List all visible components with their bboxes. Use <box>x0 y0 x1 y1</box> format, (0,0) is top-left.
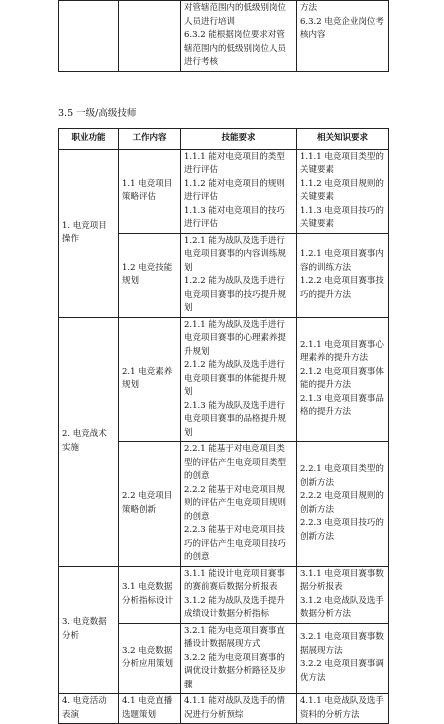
column-header: 相关知识要求 <box>297 129 389 150</box>
content-cell: 4.1 电竞直播选题策划 <box>119 694 181 724</box>
table-row <box>59 566 389 623</box>
skill-line: 1.2.1 能为战队及选手进行电竞项目赛事的内容训练规划 <box>184 235 287 273</box>
knowledge-line: 6.3.2 电竞企业岗位考核内容 <box>300 16 384 40</box>
knowledge-line: 3.1.1 电竞项目赛事数据分析报表 <box>300 568 384 592</box>
knowledge-line: 3.1.2 电竞战队及选手数据分析方法 <box>300 595 384 619</box>
knowledge-cell <box>297 233 389 317</box>
knowledge-line: 4.1.1 电竞战队及选手资料的分析方法 <box>300 696 384 720</box>
skill-line: 1.1.1 能对电竞项目的类型进行评估 <box>184 151 285 175</box>
knowledge-line: 2.1.3 电竞项目赛事品格的提升方法 <box>300 393 384 418</box>
skill-line: 3.2.2 能为电竞项目赛事的调优设计数据分析路径及步骤 <box>184 652 287 690</box>
knowledge-line: 3.2.2 电竞项目赛事调优方法 <box>300 659 384 683</box>
content-cell: 1.1 电竞项目策略评估 <box>119 149 181 233</box>
knowledge-line: 2.1.2 电竞项目赛事体能的提升方法 <box>300 366 384 391</box>
skill-line: 3.1.1 能设计电竞项目赛事的赛前赛后数据分析报表 <box>184 568 285 592</box>
knowledge-line: 3.2.1 电竞项目赛事数据展现方法 <box>300 632 384 656</box>
section-title: 3.5 一级/高级技师 <box>58 108 137 119</box>
skill-line: 2.2.2 能基于对电竞项目规则的评估产生电竞项目规则的创意 <box>184 484 287 522</box>
knowledge-cell <box>297 566 389 623</box>
knowledge-line: 2.2.3 电竞项目技巧的创新方法 <box>300 518 384 542</box>
column-header: 工作内容 <box>119 129 181 150</box>
knowledge-line: 2.2.2 电竞项目规则的创新方法 <box>300 491 384 515</box>
skill-line: 4.1.1 能对战队及选手的情况进行分析预综 <box>184 696 285 720</box>
skill-line: 1.2.2 能为战队及选手进行电竞项目赛事的技巧提升规划 <box>184 276 287 313</box>
content-cell: 1.2 电竞技能规划 <box>119 233 181 317</box>
knowledge-cell <box>297 623 389 694</box>
table-body <box>59 149 389 724</box>
column-header: 技能要求 <box>181 129 297 150</box>
column-header: 职业功能 <box>59 129 119 150</box>
knowledge-cell <box>297 149 389 233</box>
content-cell <box>119 1 181 72</box>
function-cell: 2. 电竞战术实施 <box>59 317 119 566</box>
knowledge-cell <box>297 442 389 567</box>
knowledge-line: 2.1.1 电竞项目赛事心理素养的提升方法 <box>300 339 384 364</box>
skills-cell <box>181 623 297 694</box>
skills-cell <box>181 694 297 724</box>
knowledge-line: 1.2.2 电竞项目赛事技巧的提升方法 <box>300 276 384 300</box>
skills-cell <box>181 149 297 233</box>
skill-line: 3.1.2 能为战队及选手提升成绩设计数据分析指标 <box>184 595 285 619</box>
table-row <box>59 1 389 72</box>
table-header-row <box>59 129 389 150</box>
skill-line: 6.3.2 能根据岗位要求对管辖范围内的低级别岗位人员进行考核 <box>184 30 287 67</box>
skills-cell <box>181 233 297 317</box>
function-cell: 1. 电竞项目操作 <box>59 149 119 317</box>
knowledge-line: 1.1.2 电竞项目规则的关键要素 <box>300 178 384 202</box>
content-cell: 2.1 电竞素养规划 <box>119 317 181 442</box>
function-cell: 3. 电竞数据分析 <box>59 566 119 694</box>
skills-cell <box>181 442 297 567</box>
skills-cell <box>181 566 297 623</box>
skills-cell <box>181 1 297 72</box>
skill-line: 2.1.1 能为战队及选手进行电竞项目赛事的心理素养提升规划 <box>184 319 287 357</box>
knowledge-cell <box>297 1 389 72</box>
knowledge-line: 方法 <box>300 3 318 13</box>
skills-cell <box>181 317 297 442</box>
content-cell: 3.2 电竞数据分析应用策划 <box>119 623 181 694</box>
skill-line: 2.2.3 能基于对电竞项目技巧的评估产生电竞项目技巧的创意 <box>184 525 287 562</box>
table-row <box>59 317 389 442</box>
knowledge-line: 1.1.3 电竞项目技巧的关键要素 <box>300 205 384 229</box>
content-cell: 3.1 电竞数据分析指标设计 <box>119 566 181 623</box>
knowledge-line: 1.1.1 电竞项目类型的关键要素 <box>300 151 384 175</box>
previous-section-table-fragment <box>58 0 389 72</box>
skill-line: 1.1.2 能对电竞项目的规则进行评估 <box>184 178 285 202</box>
knowledge-line: 1.2.1 电竞项目赛事内容的训练方法 <box>300 249 384 273</box>
table-row <box>59 149 389 233</box>
skill-line: 2.1.2 能为战队及选手进行电竞项目赛事的体能提升规划 <box>184 360 287 397</box>
table-row <box>59 694 389 724</box>
function-cell <box>59 1 119 72</box>
content-cell: 2.2 电竞项目策略创新 <box>119 442 181 567</box>
knowledge-cell <box>297 694 389 724</box>
skill-standards-table <box>58 128 389 724</box>
skill-line: 1.1.3 能对电竞项目的技巧进行评估 <box>184 205 285 229</box>
knowledge-line: 2.2.1 电竞项目类型的创新方法 <box>300 464 384 488</box>
knowledge-cell <box>297 317 389 442</box>
skill-line: 2.1.3 能为战队及选手进行电竞项目赛事的品格提升规划 <box>184 400 287 438</box>
skill-line: 2.2.1 能基于对电竞项目类型的评估产生电竞项目类型的创意 <box>184 444 287 481</box>
skill-line: 对管辖范围内的低级别岗位人员进行培训 <box>184 3 287 27</box>
skill-line: 3.2.1 能为电竞项目赛事直播设计数据展现方式 <box>184 625 285 649</box>
function-cell: 4. 电竞活动表演 <box>59 694 119 724</box>
